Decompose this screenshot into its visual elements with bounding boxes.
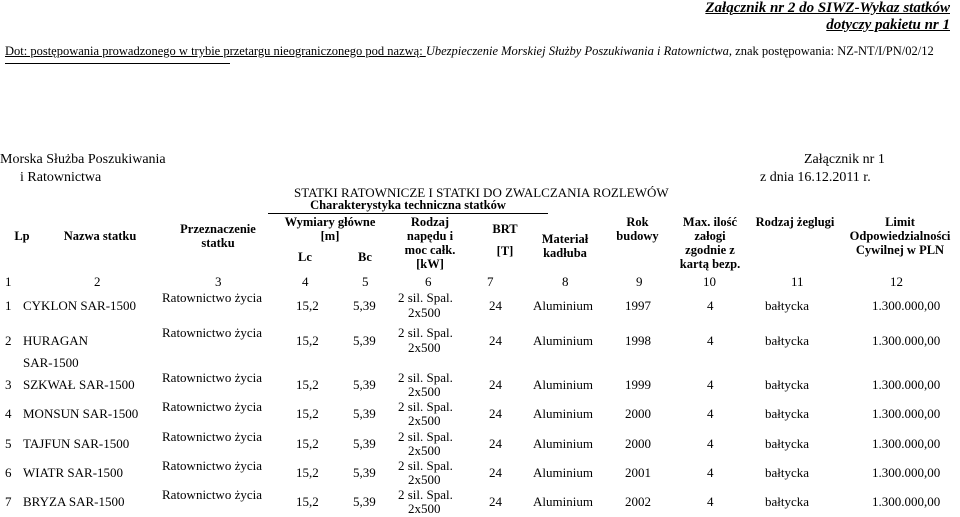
cell-drive-power: 2x500 xyxy=(408,340,441,355)
cell-crew: 4 xyxy=(707,406,714,421)
annex-label: Załącznik nr 1 xyxy=(804,152,885,167)
column-number: 7 xyxy=(487,274,494,289)
procedure-line xyxy=(5,44,934,59)
cell-brt: 24 xyxy=(489,406,502,421)
cell-name: BRYZA SAR-1500 xyxy=(23,494,125,509)
column-number: 3 xyxy=(215,274,222,289)
cell-bc: 5,39 xyxy=(353,436,376,451)
procedure-suffix: znak postępowania: NZ-NT/I/PN/02/12 xyxy=(732,44,934,58)
cell-lc: 15,2 xyxy=(296,436,319,451)
cell-navigation: bałtycka xyxy=(765,298,810,313)
col-year xyxy=(610,215,665,243)
col-year-line2: budowy xyxy=(616,229,659,243)
cell-year: 2000 xyxy=(625,406,651,421)
cell-year: 1997 xyxy=(625,298,651,313)
tech-characteristics-header: Charakterystyka techniczna statków xyxy=(310,198,506,212)
col-crew-line1: Max. ilość xyxy=(682,215,738,229)
cell-drive-engines: 2 sil. Spal. xyxy=(398,325,453,340)
org-name-line1: Morska Służba Poszukiwania xyxy=(0,152,166,167)
cell-lc: 15,2 xyxy=(296,494,319,509)
cell-year: 2002 xyxy=(625,494,651,509)
cell-purpose: Ratownictwo życia xyxy=(162,487,262,502)
cell-lp: 7 xyxy=(5,494,12,509)
cell-purpose: Ratownictwo życia xyxy=(162,290,262,305)
column-number: 9 xyxy=(636,274,643,289)
col-crew-line4: kartą bezp. xyxy=(679,257,741,271)
cell-name: MONSUN SAR-1500 xyxy=(23,406,139,421)
cell-material: Aluminium xyxy=(533,436,593,451)
col-bc: Bc xyxy=(358,250,372,264)
cell-name: WIATR SAR-1500 xyxy=(23,465,124,480)
col-drive-line1: Rodzaj xyxy=(410,215,450,229)
cell-drive-power: 2x500 xyxy=(408,305,441,320)
column-number: 11 xyxy=(791,274,804,289)
cell-limit: 1.300.000,00 xyxy=(872,436,941,451)
cell-navigation: bałtycka xyxy=(765,333,810,348)
table-title: STATKI RATOWNICZE I STATKI DO ZWALCZANIA ROZLEWÓW xyxy=(294,185,669,200)
col-purpose-line2: statku xyxy=(201,236,235,250)
column-number: 5 xyxy=(362,274,369,289)
cell-lp: 4 xyxy=(5,406,12,421)
cell-drive-engines: 2 sil. Spal. xyxy=(398,487,453,502)
col-limit-line1: Limit xyxy=(885,215,915,229)
col-brt xyxy=(480,222,530,258)
cell-purpose: Ratownictwo życia xyxy=(162,399,262,414)
col-crew-line3: zgodnie z xyxy=(685,243,735,257)
cell-drive-power: 2x500 xyxy=(408,443,441,458)
cell-brt: 24 xyxy=(489,494,502,509)
col-drive-line4: [kW] xyxy=(416,257,444,271)
cell-crew: 4 xyxy=(707,298,714,313)
col-limit-line3: Cywilnej w PLN xyxy=(855,243,945,257)
cell-purpose: Ratownictwo życia xyxy=(162,458,262,473)
cell-bc: 5,39 xyxy=(353,494,376,509)
cell-crew: 4 xyxy=(707,494,714,509)
cell-year: 2001 xyxy=(625,465,651,480)
cell-brt: 24 xyxy=(489,333,502,348)
col-limit xyxy=(840,215,960,257)
cell-purpose: Ratownictwo życia xyxy=(162,429,262,444)
col-lp: Lp xyxy=(14,229,30,243)
column-number: 6 xyxy=(425,274,432,289)
cell-material: Aluminium xyxy=(533,333,593,348)
col-drive-line2: napędu i xyxy=(406,229,454,243)
cell-drive-engines: 2 sil. Spal. xyxy=(398,458,453,473)
col-dimensions-line1: Wymiary główne xyxy=(284,215,376,229)
cell-purpose: Ratownictwo życia xyxy=(162,370,262,385)
col-name: Nazwa statku xyxy=(63,229,137,243)
cell-crew: 4 xyxy=(707,465,714,480)
column-number: 4 xyxy=(302,274,309,289)
annex-title: Załącznik nr 2 do SIWZ-Wykaz statków xyxy=(705,0,950,16)
col-drive-line3: moc całk. xyxy=(404,243,456,257)
cell-navigation: bałtycka xyxy=(765,465,810,480)
package-subtitle: dotyczy pakietu nr 1 xyxy=(826,17,950,33)
cell-crew: 4 xyxy=(707,436,714,451)
col-navigation: Rodzaj żeglugi xyxy=(755,215,835,229)
cell-drive-engines: 2 sil. Spal. xyxy=(398,429,453,444)
cell-lp: 3 xyxy=(5,377,12,392)
cell-purpose: Ratownictwo życia xyxy=(162,325,262,340)
procedure-underline xyxy=(5,63,230,64)
cell-bc: 5,39 xyxy=(353,298,376,313)
column-number: 1 xyxy=(5,274,12,289)
cell-name-continued: SAR-1500 xyxy=(23,355,79,370)
cell-drive-power: 2x500 xyxy=(408,413,441,428)
cell-drive-engines: 2 sil. Spal. xyxy=(398,399,453,414)
procedure-prefix: Dot: postępowania prowadzonego w trybie przetargu nieograniczonego pod nazwą: xyxy=(5,44,426,58)
cell-lc: 15,2 xyxy=(296,465,319,480)
cell-brt: 24 xyxy=(489,377,502,392)
cell-drive-engines: 2 sil. Spal. xyxy=(398,290,453,305)
column-number: 12 xyxy=(890,274,903,289)
cell-lp: 2 xyxy=(5,333,12,348)
col-limit-line2: Odpowiedzialności xyxy=(849,229,951,243)
cell-material: Aluminium xyxy=(533,298,593,313)
cell-name: HURAGAN xyxy=(23,333,88,348)
col-material xyxy=(530,232,600,260)
cell-limit: 1.300.000,00 xyxy=(872,298,941,313)
cell-navigation: bałtycka xyxy=(765,436,810,451)
cell-material: Aluminium xyxy=(533,377,593,392)
cell-brt: 24 xyxy=(489,298,502,313)
cell-navigation: bałtycka xyxy=(765,494,810,509)
col-crew-line2: załogi xyxy=(694,229,726,243)
procedure-name: Ubezpieczenie Morskiej Służby Poszukiwania i Ratownictwa, xyxy=(425,44,733,58)
cell-crew: 4 xyxy=(707,377,714,392)
cell-limit: 1.300.000,00 xyxy=(872,465,941,480)
column-number: 2 xyxy=(94,274,101,289)
col-dimensions-line2: [m] xyxy=(320,229,340,243)
cell-name: CYKLON SAR-1500 xyxy=(23,298,137,313)
cell-material: Aluminium xyxy=(533,465,593,480)
cell-bc: 5,39 xyxy=(353,377,376,392)
cell-bc: 5,39 xyxy=(353,333,376,348)
cell-year: 1999 xyxy=(625,377,651,392)
cell-brt: 24 xyxy=(489,436,502,451)
cell-name: TAJFUN SAR-1500 xyxy=(23,436,130,451)
cell-material: Aluminium xyxy=(533,494,593,509)
cell-lc: 15,2 xyxy=(296,406,319,421)
col-drive xyxy=(395,215,465,271)
cell-bc: 5,39 xyxy=(353,406,376,421)
cell-drive-power: 2x500 xyxy=(408,472,441,487)
col-brt-line1: BRT xyxy=(492,222,518,236)
cell-limit: 1.300.000,00 xyxy=(872,377,941,392)
cell-navigation: bałtycka xyxy=(765,377,810,392)
cell-drive-engines: 2 sil. Spal. xyxy=(398,370,453,385)
cell-limit: 1.300.000,00 xyxy=(872,333,941,348)
cell-crew: 4 xyxy=(707,333,714,348)
cell-lp: 1 xyxy=(5,298,12,313)
col-lc: Lc xyxy=(298,250,312,264)
annex-date: z dnia 16.12.2011 r. xyxy=(760,170,871,185)
cell-drive-power: 2x500 xyxy=(408,384,441,399)
cell-navigation: bałtycka xyxy=(765,406,810,421)
cell-drive-power: 2x500 xyxy=(408,501,441,516)
cell-lp: 6 xyxy=(5,465,12,480)
col-material-line2: kadłuba xyxy=(543,246,587,260)
org-name-line2: i Ratownictwa xyxy=(20,170,102,185)
cell-lc: 15,2 xyxy=(296,333,319,348)
col-material-line1: Materiał xyxy=(541,232,589,246)
cell-year: 2000 xyxy=(625,436,651,451)
col-purpose-line1: Przeznaczenie xyxy=(180,222,256,236)
cell-limit: 1.300.000,00 xyxy=(872,494,941,509)
cell-bc: 5,39 xyxy=(353,465,376,480)
tech-header-rule xyxy=(268,213,548,214)
cell-year: 1998 xyxy=(625,333,651,348)
cell-brt: 24 xyxy=(489,465,502,480)
col-crew xyxy=(670,215,750,271)
column-number: 8 xyxy=(562,274,569,289)
col-purpose xyxy=(168,222,268,250)
cell-name: SZKWAŁ SAR-1500 xyxy=(23,377,135,392)
col-year-line1: Rok xyxy=(626,215,649,229)
column-number: 10 xyxy=(703,274,716,289)
col-brt-line2: [T] xyxy=(496,244,514,258)
cell-lp: 5 xyxy=(5,436,12,451)
col-dimensions xyxy=(280,215,380,243)
cell-lc: 15,2 xyxy=(296,298,319,313)
cell-lc: 15,2 xyxy=(296,377,319,392)
cell-material: Aluminium xyxy=(533,406,593,421)
cell-limit: 1.300.000,00 xyxy=(872,406,941,421)
